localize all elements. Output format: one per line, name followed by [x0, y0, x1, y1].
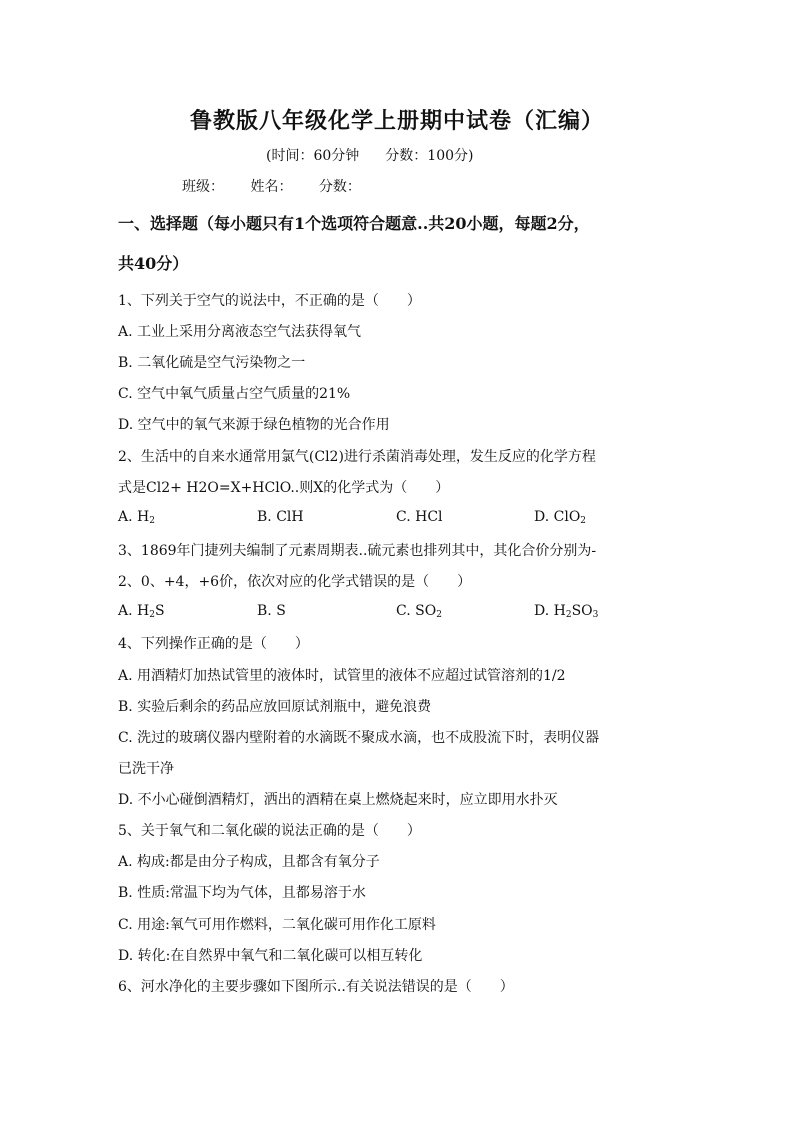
document-title: 鲁教版八年级化学上册期中试卷（汇编） — [189, 108, 604, 134]
q2-option-a: A. $H_2$ — [118, 509, 155, 526]
q3-option-c: C. $SO_2$ — [396, 603, 442, 620]
score-label: 分数： — [318, 179, 361, 195]
q1-option-c: C. 空气中氧气质量占空气质量的21% — [118, 386, 351, 402]
exam-meta — [266, 145, 499, 165]
q2-option-c: C. HCl — [396, 509, 443, 525]
q3-option-a: A. $H_2S$ — [118, 603, 165, 620]
q2-stem-line2: 式是Cl2+ H2O=X+HClO..则X的化学式为（ ） — [118, 480, 450, 496]
name-label: 姓名： — [250, 179, 293, 195]
q4-option-c-line2: 已洗干净 — [118, 761, 174, 777]
student-info — [182, 176, 383, 196]
q5-stem: 5、关于氧气和二氧化碳的说法正确的是（ ） — [118, 823, 421, 839]
q4-option-d: D. 不小心碰倒酒精灯，洒出的酒精在桌上燃烧起来时，应立即用水扑灭 — [118, 792, 558, 808]
q3-option-b: B. S — [257, 603, 286, 619]
q6-stem: 6、河水净化的主要步骤如下图所示..有关说法错误的是（ ） — [118, 979, 514, 995]
q3-stem-line1: 3、1869年门捷列夫编制了元素周期表..硫元素也排列其中，其化合价分别为- — [118, 543, 597, 559]
q3-option-d: D. $H_2SO_3$ — [534, 603, 599, 620]
q4-option-a: A. 用酒精灯加热试管里的液体时，试管里的液体不应超过试管溶剂的1/2 — [118, 668, 566, 684]
q2-option-d: D. ClO$_2$ — [534, 509, 587, 526]
q4-option-c-line1: C. 洗过的玻璃仪器内壁附着的水滴既不聚成水滴，也不成股流下时，表明仪器 — [118, 730, 600, 746]
q5-option-a: A. 构成:都是由分子构成，且都含有氧分子 — [118, 854, 380, 870]
q1-option-a: A. 工业上采用分离液态空气法获得氧气 — [118, 324, 362, 340]
total-score: 分数：100分) — [385, 148, 474, 164]
q2-stem-line1: 2、生活中的自来水通常用氯气(Cl2)进行杀菌消毒处理，发生反应的化学方程 — [118, 449, 596, 465]
q1-stem: 1、下列关于空气的说法中，不正确的是（ ） — [118, 293, 421, 309]
q1-option-d: D. 空气中的氧气来源于绿色植物的光合作用 — [118, 417, 390, 433]
q5-option-b: B. 性质:常温下均为气体，且都易溶于水 — [118, 885, 366, 901]
q5-option-c: C. 用途:氧气可用作燃料，二氧化碳可用作化工原料 — [118, 917, 436, 933]
q3-stem-line2: 2、0、+4，+6价，依次对应的化学式错误的是（ ） — [118, 574, 472, 590]
time-limit: (时间：60分钟 — [266, 148, 360, 164]
section-heading-line2: 共40分） — [118, 254, 189, 273]
class-label: 班级： — [182, 179, 224, 195]
q4-option-b: B. 实验后剩余的药品应放回原试剂瓶中，避免浪费 — [118, 699, 432, 715]
q2-option-b: B. ClH — [257, 509, 304, 525]
q5-option-d: D. 转化:在自然界中氧气和二氧化碳可以相互转化 — [118, 948, 423, 964]
q1-option-b: B. 二氧化硫是空气污染物之一 — [118, 355, 306, 371]
section-heading-line1: 一、选择题（每小题只有1个选项符合题意..共20小题，每题2分， — [118, 214, 590, 233]
q4-stem: 4、下列操作正确的是（ ） — [118, 636, 309, 652]
